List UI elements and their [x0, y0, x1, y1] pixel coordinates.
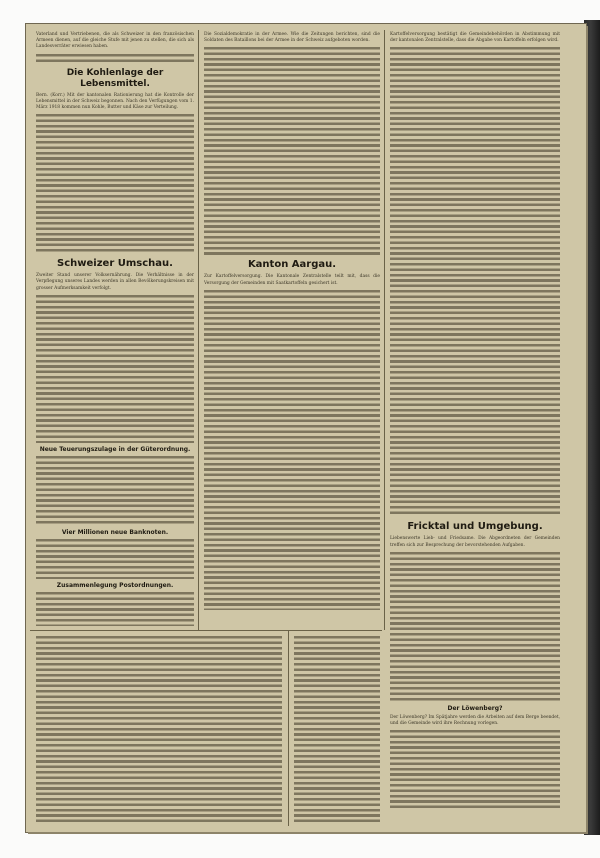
text-lines: [36, 539, 194, 579]
book-spine: [584, 20, 600, 835]
headline-loewe: Der Löwenberg?: [447, 704, 503, 712]
headline-kohlen: Die Kohlenlage der Lebensmittel.: [66, 67, 164, 89]
col1-kohlen: Bern. (Korr.) Mit der kantonalen Rationierung hat die Kontrolle der Lebensmittel in der Schweiz begonnen. Nach den Verfügungen vom 1. März 1918 kommen nun Kohle, Butter und Käse zur Verteilung.: [36, 92, 194, 111]
feuilleton-right: [294, 636, 380, 826]
col3-fricktal: Liebenswerte Lieb- und Friedsame. Die Abgeordneten der Gemeinden treffen sich zur Besprechung der bevorstehenden Aufgaben.: [390, 536, 560, 548]
text-lines: [36, 456, 194, 526]
col3-loewe: Der Löwenberg? Im Spätjahre werden die Arbeiten auf dem Berge beendet, und die Gemeinde wird ihre Rechnung vorlegen.: [390, 714, 560, 727]
headline-fricktal: Fricktal und Umgebung.: [407, 521, 543, 533]
column-rule: [288, 630, 289, 826]
col2-top: Die Sozialdemokratie in der Armee. Wie die Zeitungen berichten, sind die Soldaten des Bataillons bei der Armee in der Schweiz aufgeboten worden.: [204, 32, 380, 44]
col1-umschau: Zweiter Stand unserer Volksernährung. Die Verhältnisse in der Verpflegung unseres Landes werden in allen Bevölkerungskreisen mit grosser Aufmerksamkeit verfolgt.: [36, 273, 194, 291]
col3-top: Kartoffelversorgung bestätigt die Gemeindebehörden in Abstimmung mit der kantonalen Zentralstelle, dass die Abgabe von Kartoffeln erfolgen wird.: [390, 32, 560, 44]
column-rule: [198, 30, 199, 630]
headline-aargau: Kanton Aargau.: [247, 259, 337, 271]
headline-vier: Vier Millionen neue Banknoten.: [61, 528, 169, 536]
text-lines: [390, 552, 560, 702]
headline-umschau: Schweizer Umschau.: [57, 258, 173, 270]
text-lines: [36, 54, 194, 64]
text-lines: [36, 114, 194, 254]
text-lines: [390, 47, 560, 517]
col1-intro: Vaterland und Vertriebenen, die als Schweizer in den französischen Armeen dienen, auf die gleiche Stufe mit jenen zu stellen, die sich als Landesverräter erwiesen haben.: [36, 32, 194, 50]
column-rule: [384, 30, 385, 630]
col2-aargau: Zur Kartoffelversorgung. Die Kantonale Zentralstelle teilt mit, dass die Versorgung der Gemeinden mit Saatkartoffeln gesichert ist.: [204, 274, 380, 286]
text-lines: [204, 47, 380, 255]
text-lines: [390, 730, 560, 810]
headline-teuerung: Neue Teuerungszulage in der Güterordnung.: [39, 445, 191, 453]
text-lines: [36, 636, 282, 822]
newspaper-page: [26, 24, 586, 832]
text-lines: [204, 290, 380, 610]
text-lines: [36, 592, 194, 626]
feuilleton-left: [36, 636, 282, 826]
column-3: [390, 30, 560, 826]
column-2: [204, 30, 380, 626]
headline-zusammen: Zusammenlegung Postordnungen.: [56, 581, 174, 589]
text-lines: [36, 295, 194, 443]
section-rule: [30, 630, 382, 631]
text-lines: [294, 636, 380, 822]
column-1: [36, 30, 194, 626]
